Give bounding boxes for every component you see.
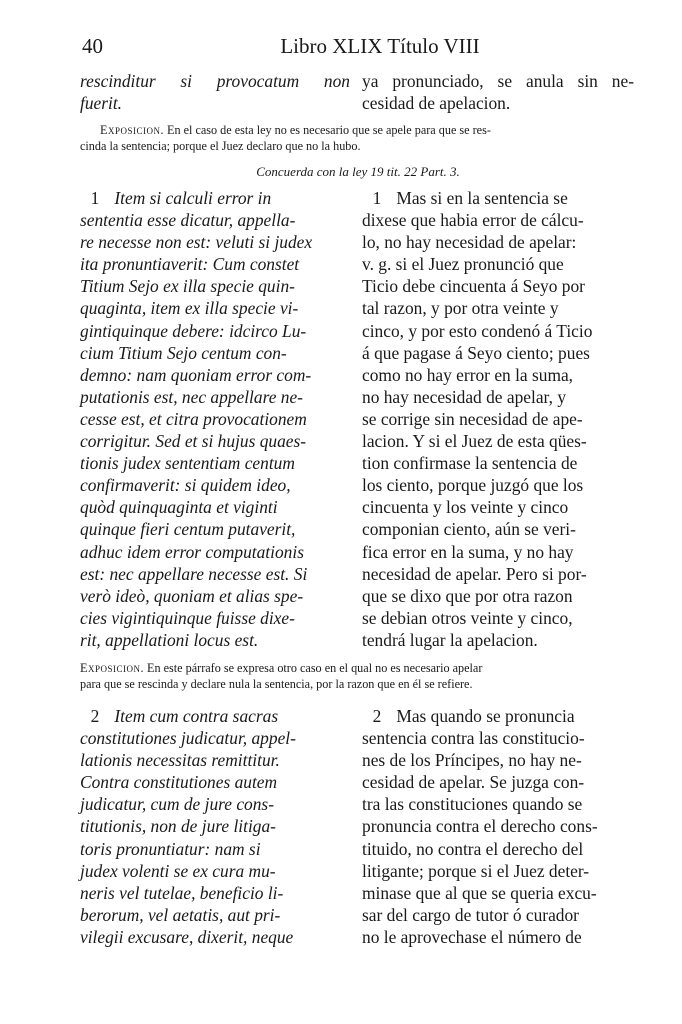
text-line: Ticio debe cincuenta á Seyo por bbox=[362, 276, 585, 297]
text-line: Titium Sejo ex illa specie quin- bbox=[80, 276, 295, 297]
text-line: tion confirmase la sentencia de bbox=[362, 453, 578, 474]
text-line: gintiquinque debere: idcirco Lu- bbox=[80, 320, 307, 341]
text-line: ya pronunciado, se anula sin ne- bbox=[362, 71, 634, 91]
text-line: demno: nam quoniam error com- bbox=[80, 364, 312, 385]
text-line: Mas quando se pronuncia bbox=[396, 706, 575, 726]
text-line: adhuc idem error computationis bbox=[80, 541, 304, 562]
text-line: no le aprovechase el número de bbox=[362, 926, 582, 947]
text-line: dixese que habia error de cálcu- bbox=[362, 210, 584, 231]
text-line: Item cum contra sacras bbox=[114, 706, 279, 726]
text-line: fuerit. bbox=[80, 93, 123, 114]
text-line: Mas si en la sentencia se bbox=[396, 188, 568, 208]
exposicion-label: Exposicion. bbox=[100, 123, 164, 137]
spanish-paragraph-2 bbox=[362, 705, 634, 948]
text-line: cesidad de apelacion. bbox=[362, 93, 511, 114]
text-line: rit, appellationi locus est. bbox=[80, 629, 259, 650]
text-line: quinque fieri centum putaverit, bbox=[80, 519, 296, 540]
text-line: litigante; porque si el Juez deter- bbox=[362, 860, 590, 881]
text-line: lationis necessitas remittitur. bbox=[80, 750, 280, 771]
text-line: á que pagase á Seyo ciento; pues bbox=[362, 342, 590, 363]
text-line: tituido, no contra el derecho del bbox=[362, 838, 584, 859]
text-line: se debian otros veinte y cinco, bbox=[362, 607, 573, 628]
text-line: no hay necesidad de apelar, y bbox=[362, 386, 567, 407]
latin-continuation bbox=[80, 70, 350, 114]
text-line: En el caso de esta ley no es necesario que se apele para que se res- bbox=[167, 123, 491, 137]
text-line: re necesse non est: veluti si judex bbox=[80, 232, 313, 253]
text-line: judicatur, cum de jure cons- bbox=[80, 794, 274, 815]
text-line: los ciento, porque juzgó que los bbox=[362, 475, 584, 496]
text-line: sentencia contra las constitucio- bbox=[362, 728, 585, 749]
page-number: 40 bbox=[82, 34, 103, 58]
text-line: sar del cargo de tutor ó curador bbox=[362, 904, 579, 925]
text-line: cies vigintiquinque fuisse dixe- bbox=[80, 607, 295, 628]
text-line: nes de los Príncipes, no hay ne- bbox=[362, 750, 582, 771]
text-line: ita pronuntiaverit: Cum constet bbox=[80, 254, 300, 275]
text-line: como no hay error en la suma, bbox=[362, 364, 574, 385]
exposicion-note bbox=[80, 122, 636, 154]
paragraph-number: 1 bbox=[372, 188, 382, 208]
text-line: minase que al que se queria excu- bbox=[362, 882, 597, 903]
text-line: En este párrafo se expresa otro caso en el qual no es necesario apelar bbox=[147, 661, 483, 675]
text-line: cesse est, et citra provocationem bbox=[80, 408, 307, 429]
text-line: corrigitur. Sed et si hujus quaes- bbox=[80, 431, 307, 452]
text-line: pronuncia contra el derecho cons- bbox=[362, 816, 598, 837]
latin-paragraph-1 bbox=[80, 187, 350, 651]
paragraph-number: 2 bbox=[372, 706, 382, 726]
text-line: componian ciento, aún se veri- bbox=[362, 519, 576, 540]
page-header bbox=[82, 34, 642, 64]
text-line: lo, no hay necesidad de apelar: bbox=[362, 232, 577, 253]
text-line: est: nec appellare necesse est. Si bbox=[80, 563, 308, 584]
concordance-note: Concuerda con la ley 19 tit. 22 Part. 3. bbox=[256, 164, 460, 179]
text-line: quaginta, item ex illa specie vi- bbox=[80, 298, 299, 319]
paragraph-number: 2 bbox=[90, 706, 100, 726]
exposicion-label: Exposicion. bbox=[80, 661, 144, 675]
text-line: cincuenta y los veinte y cinco bbox=[362, 497, 569, 518]
text-line: constitutiones judicatur, appel- bbox=[80, 728, 296, 749]
text-line: Contra constitutiones autem bbox=[80, 772, 278, 793]
running-title: Libro XLIX Título VIII bbox=[280, 34, 480, 58]
text-line: toris pronuntiatur: nam si bbox=[80, 838, 261, 859]
text-line: titutionis, non de jure litiga- bbox=[80, 816, 276, 837]
text-line: sententia esse dicatur, appella- bbox=[80, 210, 296, 231]
text-line: cinco, y por esto condenó á Ticio bbox=[362, 320, 593, 341]
paragraph-number: 1 bbox=[90, 188, 100, 208]
text-line: putationis est, nec appellare ne- bbox=[80, 386, 303, 407]
text-line: cesidad de apelar. Se juzga con- bbox=[362, 772, 585, 793]
spanish-paragraph-1 bbox=[362, 187, 634, 651]
text-line: cium Titium Sejo centum con- bbox=[80, 342, 287, 363]
text-line: tendrá lugar la apelacion. bbox=[362, 629, 538, 650]
text-line: v. g. si el Juez pronunció que bbox=[362, 254, 564, 275]
text-line: quòd quinquaginta et viginti bbox=[80, 497, 278, 518]
text-line: confirmaverit: si quidem ideo, bbox=[80, 475, 291, 496]
text-line: para que se rescinda y declare nula la sentencia, por la razon que en él se refiere. bbox=[80, 677, 473, 691]
text-line: rescinditur si provocatum non bbox=[80, 71, 350, 91]
text-line: cinda la sentencia; porque el Juez declaro que no la hubo. bbox=[80, 139, 361, 153]
text-line: que se dixo que por otra razon bbox=[362, 585, 573, 606]
text-line: vilegii excusare, dixerit, neque bbox=[80, 926, 294, 947]
text-line: se corrige sin necesidad de ape- bbox=[362, 408, 583, 429]
text-line: fica error en la suma, y no hay bbox=[362, 541, 574, 562]
text-line: tionis judex sententiam centum bbox=[80, 453, 295, 474]
text-line: lacion. Y si el Juez de esta qües- bbox=[362, 431, 587, 452]
text-line: necesidad de apelar. Pero si por- bbox=[362, 563, 587, 584]
text-line: Item si calculi error in bbox=[114, 188, 272, 208]
text-line: tra las constituciones quando se bbox=[362, 794, 583, 815]
text-line: neris vel tutelae, beneficio li- bbox=[80, 882, 284, 903]
text-line: verò ideò, quoniam et alias spe- bbox=[80, 585, 304, 606]
exposicion-note bbox=[80, 660, 636, 692]
text-line: berorum, vel aetatis, aut pri- bbox=[80, 904, 281, 925]
text-line: judex volenti se ex cura mu- bbox=[80, 860, 276, 881]
text-line: tal razon, y por otra veinte y bbox=[362, 298, 559, 319]
latin-paragraph-2 bbox=[80, 705, 350, 948]
spanish-continuation bbox=[362, 70, 634, 114]
